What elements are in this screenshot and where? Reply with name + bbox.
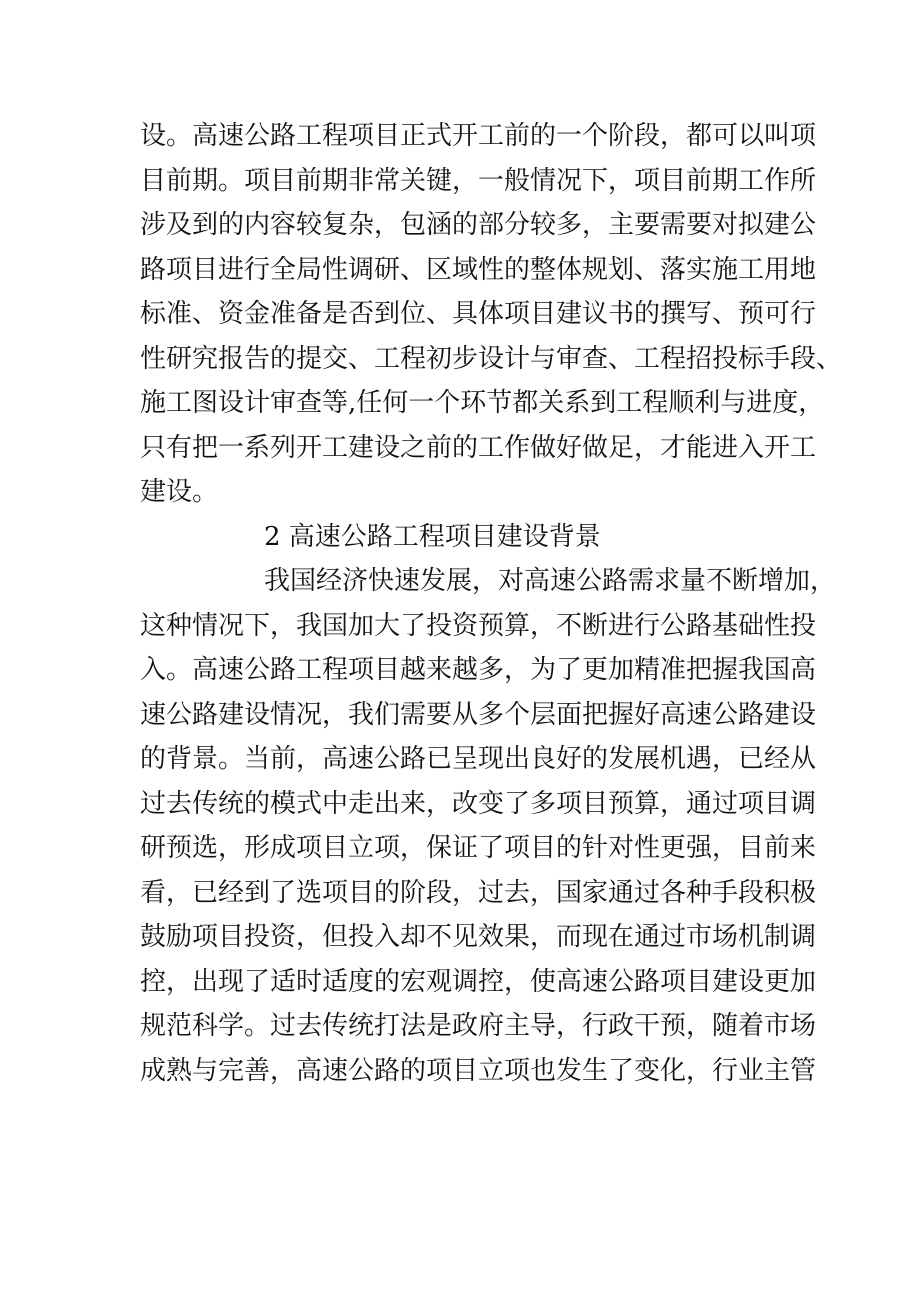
paragraph-construction-background [140, 559, 837, 1093]
paragraph-line: 鼓励项目投资，但投入却不见效果，而现在通过市场机制调 [140, 922, 817, 952]
paragraph-line: 速公路建设情况，我们需要从多个层面把握好高速公路建设 [140, 699, 817, 730]
paragraph-line: 目前期。项目前期非常关键，一般情况下，项目前期工作所 [140, 165, 817, 196]
paragraph-line: 标准、资金准备是否到位、具体项目建议书的撰写、预可行 [140, 299, 817, 329]
paragraph-line: 看，已经到了选项目的阶段，过去，国家通过各种手段积极 [140, 877, 817, 908]
paragraph-line: 入。高速公路工程项目越来越多，为了更加精准把握我国高 [140, 655, 817, 685]
paragraph-line: 施工图设计审查等,任何一个环节都关系到工程顺利与进度， [140, 388, 825, 418]
document-body [140, 114, 843, 1093]
paragraph-line: 涉及到的内容较复杂，包涵的部分较多，主要需要对拟建公 [140, 210, 817, 240]
paragraph-line: 过去传统的模式中走出来，改变了多项目预算，通过项目调 [140, 788, 817, 819]
paragraph-line: 路项目进行全局性调研、区域性的整体规划、落实施工用地 [140, 254, 817, 285]
section-heading: 2 高速公路工程项目建设背景 [264, 521, 601, 552]
paragraph-line: 研预选，形成项目立项，保证了项目的针对性更强，目前来 [140, 833, 817, 863]
paragraph-project-preliminary [140, 114, 843, 515]
paragraph-line: 我国经济快速发展，对高速公路需求量不断增加， [264, 566, 837, 596]
paragraph-line: 这种情况下，我国加大了投资预算，不断进行公路基础性投 [140, 610, 817, 641]
paragraph-line: 只有把一系列开工建设之前的工作做好做足，才能进入开工 [140, 432, 817, 463]
paragraph-line: 规范科学。过去传统打法是政府主导，行政干预，随着市场 [140, 1011, 817, 1041]
paragraph-line: 性研究报告的提交、工程初步设计与审查、工程招投标手段、 [140, 343, 843, 374]
paragraph-line: 建设。 [140, 477, 219, 507]
paragraph-line: 的背景。当前，高速公路已呈现出良好的发展机遇，已经从 [140, 744, 817, 774]
paragraph-line: 成熟与完善，高速公路的项目立项也发生了变化，行业主管 [140, 1055, 817, 1086]
paragraph-line: 控，出现了适时适度的宏观调控，使高速公路项目建设更加 [140, 966, 817, 997]
paragraph-line: 设。高速公路工程项目正式开工前的一个阶段，都可以叫项 [140, 121, 817, 151]
